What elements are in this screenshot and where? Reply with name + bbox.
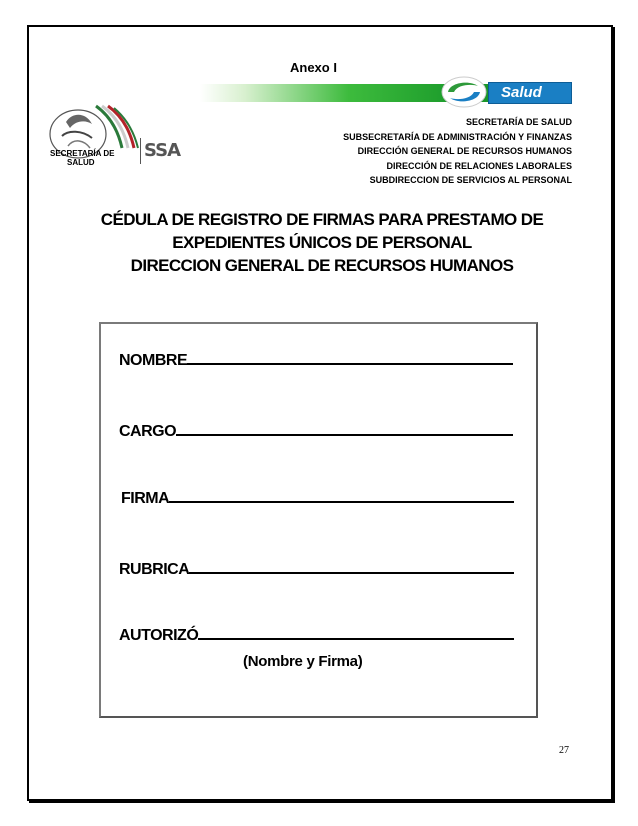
name-label: NOMBRE [119, 352, 188, 369]
position-field[interactable] [119, 423, 513, 441]
title-line-1: CÉDULA DE REGISTRO DE FIRMAS PARA PRESTAMO DE [100, 210, 544, 229]
initials-label: RUBRICA [119, 561, 190, 578]
position-fill-line[interactable] [176, 434, 513, 436]
initials-fill-line[interactable] [189, 572, 514, 574]
salud-badge: Salud [488, 82, 572, 104]
authorized-label: AUTORIZÓ [119, 627, 199, 644]
signature-label: FIRMA [121, 490, 170, 507]
title-line-3: DIRECCION GENERAL DE RECURSOS HUMANOS [130, 256, 514, 275]
authorized-caption: (Nombre y Firma) [243, 653, 363, 670]
name-field[interactable] [119, 352, 513, 370]
seal-line-2: SALUD [67, 158, 95, 167]
institution-line: DIRECCIÓN GENERAL DE RECURSOS HUMANOS [357, 146, 572, 156]
signature-fill-line[interactable] [169, 501, 514, 503]
title-line-2: EXPEDIENTES ÚNICOS DE PERSONAL [172, 233, 472, 252]
institution-line: SUBDIRECCION DE SERVICIOS AL PERSONAL [369, 175, 572, 185]
page-number: 27 [559, 745, 569, 756]
initials-field[interactable] [119, 561, 514, 579]
signature-field[interactable] [121, 490, 514, 508]
institution-line: SECRETARÍA DE SALUD [465, 117, 572, 127]
authorized-field[interactable] [119, 627, 514, 645]
institution-line: SUBSECRETARÍA DE ADMINISTRACIÓN Y FINANZAS [343, 131, 572, 142]
institution-block [343, 115, 572, 188]
seal-line-1: SECRETARÍA DE [50, 149, 115, 158]
national-seal-icon [38, 102, 181, 174]
salud-logo [440, 76, 572, 108]
annex-title: Anexo I [290, 60, 337, 75]
seal-separator [140, 138, 141, 164]
institution-line: DIRECCIÓN DE RELACIONES LABORALES [386, 160, 572, 171]
position-label: CARGO [119, 423, 177, 440]
authorized-fill-line[interactable] [198, 638, 514, 640]
name-fill-line[interactable] [187, 363, 513, 365]
document-title [60, 208, 584, 277]
salud-swirl-icon [440, 76, 488, 108]
ssa-abbreviation: SSA [144, 140, 181, 161]
